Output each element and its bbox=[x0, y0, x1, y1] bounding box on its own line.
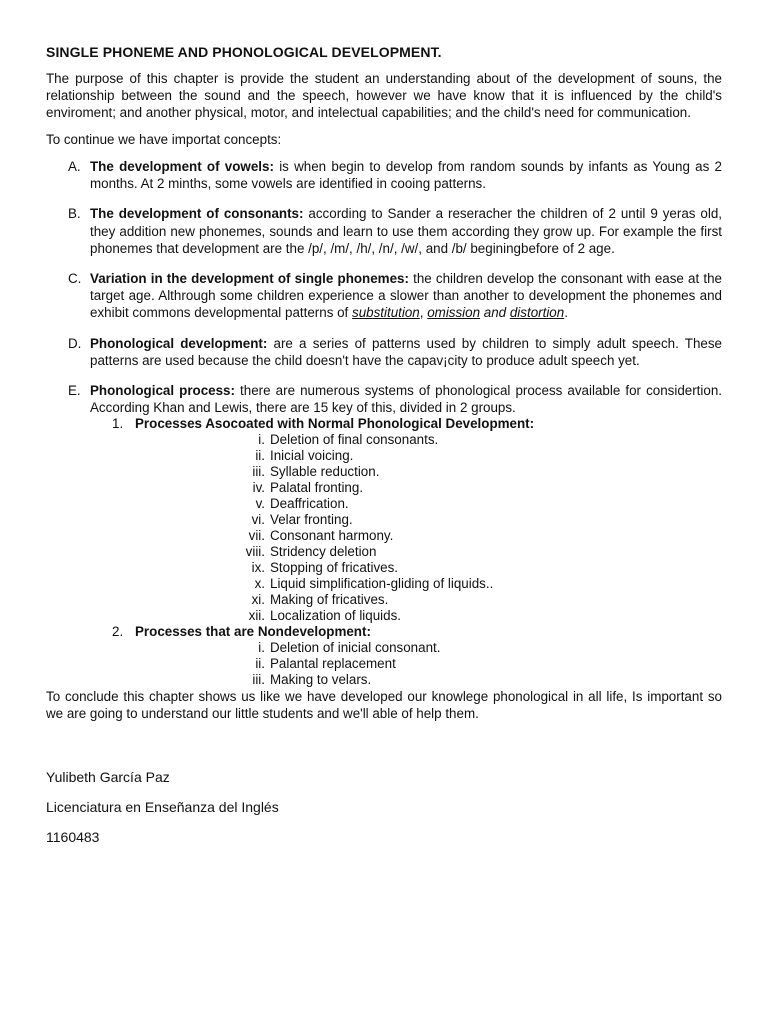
process-name: Consonant harmony. bbox=[270, 528, 394, 544]
list-item bbox=[135, 672, 722, 688]
list-marker: D. bbox=[68, 335, 82, 351]
process-name: Palantal replacement bbox=[270, 656, 396, 672]
concept-text: the children develop the consonant with ease at the target age. Althrough some children experience a slower than another to development the phonemes and exhibit commons developmental patterns of bbox=[90, 271, 722, 321]
list-item bbox=[135, 592, 722, 608]
process-name: Deaffrication. bbox=[270, 496, 349, 512]
roman-numeral: xi. bbox=[251, 592, 265, 608]
process-name: Stopping of fricatives. bbox=[270, 560, 399, 576]
process-name: Making to velars. bbox=[270, 672, 372, 688]
list-item bbox=[135, 544, 722, 560]
list-item bbox=[135, 512, 722, 528]
list-item bbox=[135, 496, 722, 512]
list-item bbox=[135, 656, 722, 672]
underlined-term: omission bbox=[427, 305, 481, 321]
concept-item-d bbox=[46, 335, 722, 369]
document-title: SINGLE PHONEME AND PHONOLOGICAL DEVELOPMENT. bbox=[46, 44, 442, 60]
list-item bbox=[135, 432, 722, 448]
roman-numeral: ix. bbox=[251, 560, 265, 576]
concept-term: The development of consonants: bbox=[90, 206, 304, 222]
underlined-term: distortion bbox=[509, 305, 565, 321]
separator: , bbox=[419, 305, 428, 321]
process-name: Deletion of final consonants. bbox=[270, 432, 439, 448]
conclusion-paragraph: To conclude this chapter shows us like we have developed our knowlege phonological in all life, Is important so we are going to understand our little students and we'll able of help them. bbox=[46, 689, 722, 722]
roman-numeral: iv. bbox=[252, 480, 265, 496]
process-name: Velar fronting. bbox=[270, 512, 353, 528]
intro-paragraph: The purpose of this chapter is provide the student an understanding about of the development of souns, the relationship between the sound and the speech, however we have know that it is influenced by the child's enviroment; and another physical, motor, and intelectual capabilities; and the child's need for communication. bbox=[46, 71, 722, 120]
list-item bbox=[135, 448, 722, 464]
list-item bbox=[135, 528, 722, 544]
list-item bbox=[135, 608, 722, 624]
group-number: 1. bbox=[112, 416, 124, 432]
roman-numeral: viii. bbox=[245, 544, 265, 560]
list-marker: A. bbox=[68, 159, 81, 174]
concept-item-b bbox=[46, 205, 722, 257]
list-item bbox=[135, 480, 722, 496]
process-list-1 bbox=[135, 432, 722, 624]
roman-numeral: xii. bbox=[248, 608, 265, 624]
roman-numeral: v. bbox=[255, 496, 265, 512]
concept-term: The development of vowels: bbox=[90, 159, 274, 174]
roman-numeral: vi. bbox=[251, 512, 265, 528]
list-marker: B. bbox=[68, 206, 81, 222]
student-id: 1160483 bbox=[46, 829, 100, 846]
author-name: Yulibeth García Paz bbox=[46, 769, 170, 786]
concept-text: is when begin to develop from random sounds by infants as Young as 2 months. At 2 minths, some vowels are identified in cooing patterns. bbox=[90, 159, 722, 192]
underlined-term: substitution bbox=[352, 305, 420, 321]
roman-numeral: i. bbox=[258, 640, 265, 656]
group-number: 2. bbox=[112, 624, 124, 640]
list-item bbox=[135, 576, 722, 592]
roman-numeral: x. bbox=[254, 576, 265, 592]
roman-numeral: iii. bbox=[252, 464, 265, 480]
process-name: Inicial voicing. bbox=[270, 448, 354, 464]
group-title: Processes Asocoated with Normal Phonological Development: bbox=[135, 416, 535, 432]
roman-numeral: ii. bbox=[255, 656, 265, 672]
concept-term: Variation in the development of single phonemes: bbox=[90, 271, 409, 287]
process-name: Localization of liquids. bbox=[270, 608, 402, 624]
concept-item-a bbox=[46, 158, 722, 192]
process-groups bbox=[46, 416, 722, 688]
process-group-1 bbox=[46, 416, 722, 624]
process-name: Palatal fronting. bbox=[270, 480, 364, 496]
group-title: Processes that are Nondevelopment: bbox=[135, 624, 371, 640]
list-item bbox=[135, 464, 722, 480]
process-name: Liquid simplification-gliding of liquids.. bbox=[270, 576, 494, 592]
sentence-end: . bbox=[564, 305, 568, 321]
roman-numeral: ii. bbox=[255, 448, 265, 464]
process-group-2 bbox=[46, 624, 722, 688]
process-name: Deletion of inicial consonant. bbox=[270, 640, 441, 656]
concept-text: according to Sander a reseracher the children of 2 until 9 yeras old, they addition new phonemes, sounds and learn to use them according they grow up. For example the first phonemes that development are the /p/, /m/, /h/, /n/, /w/, and /b/ beginingbefore of 2 age. bbox=[90, 206, 722, 256]
concept-text: there are numerous systems of phonological process available for considertion. According Khan and Lewis, there are 15 key of this, divided in 2 groups. bbox=[90, 383, 722, 416]
process-name: Syllable reduction. bbox=[270, 464, 380, 480]
process-name: Making of fricatives. bbox=[270, 592, 389, 608]
concept-list bbox=[46, 158, 722, 416]
roman-numeral: iii. bbox=[252, 672, 265, 688]
concept-term: Phonological development: bbox=[90, 335, 268, 351]
process-list-2 bbox=[135, 640, 722, 688]
list-marker: C. bbox=[68, 271, 82, 287]
concept-item-e bbox=[46, 382, 722, 416]
roman-numeral: vii. bbox=[248, 528, 265, 544]
continue-paragraph: To continue we have importat concepts: bbox=[46, 132, 282, 147]
separator: and bbox=[480, 305, 510, 321]
degree-program: Licenciatura en Enseñanza del Inglés bbox=[46, 799, 279, 816]
roman-numeral: i. bbox=[258, 432, 265, 448]
process-name: Stridency deletion bbox=[270, 544, 377, 560]
concept-text: are a series of patterns used by children to simply adult speech. These patterns are used because the child doesn't have the capav¡city to produce adult speech yet. bbox=[90, 335, 722, 368]
list-marker: E. bbox=[68, 383, 81, 399]
concept-term: Phonological process: bbox=[90, 383, 235, 399]
list-item bbox=[135, 640, 722, 656]
concept-item-c bbox=[46, 270, 722, 322]
list-item bbox=[135, 560, 722, 576]
